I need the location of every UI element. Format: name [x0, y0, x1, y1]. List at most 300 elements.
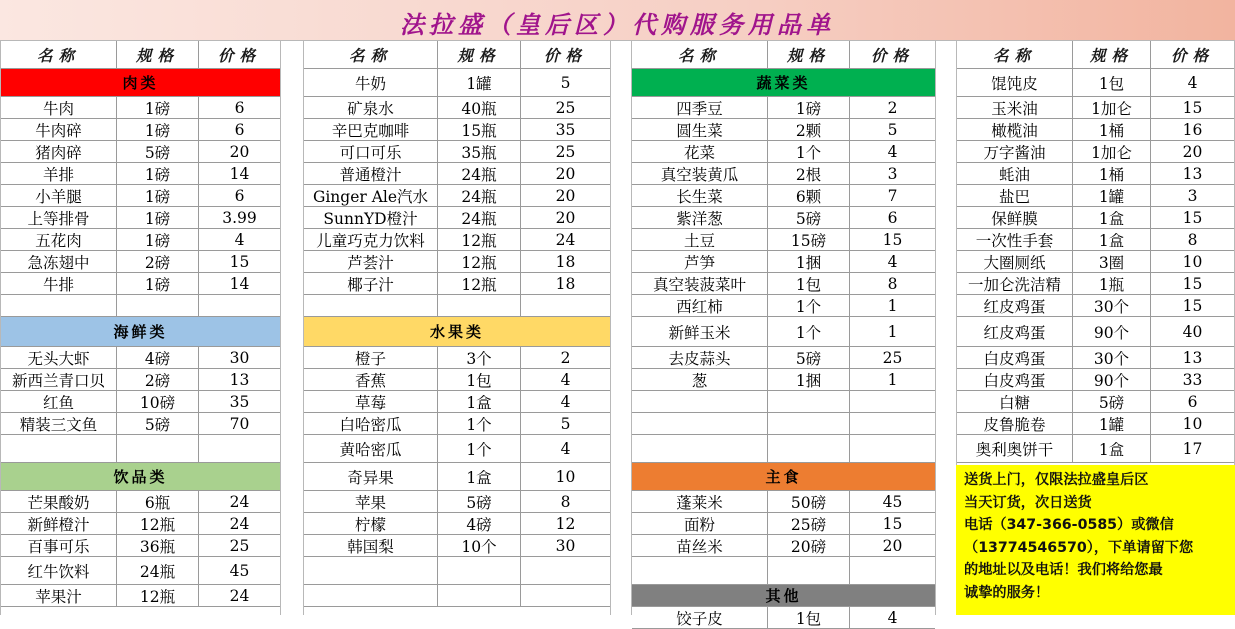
item-price: 5: [849, 119, 935, 140]
item-name: [304, 557, 437, 584]
table-row: [632, 251, 935, 273]
item-name: 面粉: [683, 515, 715, 534]
item-name: 急冻翅中: [27, 253, 90, 272]
item-price: 14: [198, 163, 280, 184]
table-header: [304, 41, 610, 69]
item-name: 百事可乐: [27, 537, 90, 556]
table-row: [957, 347, 1234, 369]
item-price: 3: [849, 163, 935, 184]
item-name: 可口可乐: [339, 143, 402, 162]
item-spec: 12瓶: [437, 273, 520, 294]
item-spec: 1盒: [437, 391, 520, 412]
table-row: [632, 491, 935, 513]
table-row: [1, 557, 280, 585]
notice-line: 的地址以及电话！我们将给您最: [964, 562, 1163, 578]
item-price: 6: [1150, 391, 1234, 412]
page-title-banner: [0, 0, 1235, 41]
item-name: [304, 295, 437, 316]
item-name: 苗丝米: [676, 537, 723, 556]
item-name: 芒果酸奶: [27, 493, 90, 512]
item-spec: 5磅: [437, 491, 520, 512]
item-price: 40: [1150, 317, 1234, 346]
item-spec: 1盒: [1072, 207, 1150, 228]
item-name: [632, 391, 767, 412]
header-spec: 规格: [767, 41, 849, 68]
table-row: [632, 535, 935, 557]
item-name: 橙子: [354, 349, 386, 368]
item-price: 8: [849, 273, 935, 294]
table-row: [1, 163, 280, 185]
table-row: [957, 207, 1234, 229]
item-price: 5: [520, 413, 610, 434]
table-row: [304, 97, 610, 119]
price-table-1: [0, 41, 281, 615]
item-name: 韩国梨: [347, 537, 394, 556]
item-spec: 12瓶: [437, 251, 520, 272]
item-spec: 40瓶: [437, 97, 520, 118]
table-row: [957, 97, 1234, 119]
item-price: 70: [198, 413, 280, 434]
item-name: 圆生菜: [676, 121, 723, 140]
item-name: 新西兰青口贝: [11, 371, 105, 390]
item-name: 一次性手套: [975, 231, 1054, 250]
table-row: [957, 391, 1234, 413]
item-spec: 1捆: [767, 369, 849, 390]
item-price: 30: [520, 535, 610, 556]
item-price: [849, 413, 935, 434]
item-price: 25: [198, 535, 280, 556]
item-price: 15: [849, 229, 935, 250]
table-header: [1, 41, 280, 69]
table-row: [957, 369, 1234, 391]
item-price: 6: [198, 185, 280, 206]
item-spec: 1加仑: [1072, 141, 1150, 162]
table-row: [632, 273, 935, 295]
item-price: 4: [849, 251, 935, 272]
table-row: [632, 369, 935, 391]
item-name: 牛排: [42, 275, 74, 294]
table-row: [304, 207, 610, 229]
table-row: [957, 251, 1234, 273]
header-price: 价格: [849, 41, 935, 68]
item-spec: 15瓶: [437, 119, 520, 140]
item-price: 20: [1150, 141, 1234, 162]
item-name: 牛肉碎: [35, 121, 82, 140]
item-name: 无头大虾: [27, 349, 90, 368]
item-price: 25: [520, 141, 610, 162]
item-price: 45: [198, 557, 280, 584]
item-price: 14: [198, 273, 280, 294]
empty-row: [304, 295, 610, 317]
table-row: [957, 273, 1234, 295]
item-name: 万字酱油: [983, 143, 1046, 162]
item-spec: 35瓶: [437, 141, 520, 162]
item-price: 15: [198, 251, 280, 272]
item-name: 牛肉: [42, 99, 74, 118]
table-row: [632, 207, 935, 229]
notice-line: 诚挚的服务！: [964, 584, 1050, 601]
item-name: [632, 413, 767, 434]
item-spec: 2磅: [116, 251, 198, 272]
item-price: 4: [198, 229, 280, 250]
item-price: 10: [520, 463, 610, 490]
header-spec: 规格: [1072, 41, 1150, 68]
item-name: 西红柿: [676, 297, 723, 316]
item-price: [520, 557, 610, 584]
table-row: [1, 273, 280, 295]
table-row: [957, 413, 1234, 435]
item-spec: 24瓶: [437, 163, 520, 184]
item-name: 花菜: [683, 143, 715, 162]
item-name: 五花肉: [35, 231, 82, 250]
item-price: 18: [520, 273, 610, 294]
item-name: 苹果: [354, 493, 386, 512]
table-row: [304, 229, 610, 251]
table-row: [632, 347, 935, 369]
item-price: 24: [520, 229, 610, 250]
item-spec: [767, 435, 849, 462]
item-price: 17: [1150, 435, 1234, 462]
item-name: 白皮鸡蛋: [983, 349, 1046, 368]
table-row: [1, 207, 280, 229]
item-name: 蚝油: [998, 165, 1030, 184]
item-name: 羊排: [42, 165, 74, 184]
item-price: 4: [520, 369, 610, 390]
item-name: 芦荟汁: [347, 253, 394, 272]
item-spec: 25磅: [767, 513, 849, 534]
category-header: 肉类: [1, 69, 280, 97]
item-spec: 90个: [1072, 369, 1150, 390]
item-name: 紫洋葱: [676, 209, 723, 228]
table-row: [1, 185, 280, 207]
item-price: 15: [1150, 273, 1234, 294]
table-row: [304, 369, 610, 391]
item-name: 一加仑洗洁精: [967, 275, 1061, 294]
item-name: 上等排骨: [27, 209, 90, 228]
table-row: [1, 119, 280, 141]
empty-row: [632, 557, 935, 585]
table-row: [632, 97, 935, 119]
item-price: 24: [198, 513, 280, 534]
item-spec: 1磅: [116, 229, 198, 250]
item-spec: 1罐: [1072, 185, 1150, 206]
notice-line: 送货上门，仅限法拉盛皇后区: [964, 472, 1149, 488]
item-price: 20: [520, 185, 610, 206]
item-name: 白糖: [998, 393, 1030, 412]
item-price: [198, 435, 280, 462]
item-spec: 1盒: [437, 463, 520, 490]
item-spec: 90个: [1072, 317, 1150, 346]
table-row: [1, 491, 280, 513]
item-spec: 1磅: [116, 97, 198, 118]
item-price: 10: [1150, 251, 1234, 272]
table-row: [957, 141, 1234, 163]
item-spec: 30个: [1072, 295, 1150, 316]
table-row: [304, 491, 610, 513]
item-price: [520, 295, 610, 316]
item-spec: 24瓶: [116, 557, 198, 584]
item-price: 15: [1150, 207, 1234, 228]
price-table-2: [303, 41, 611, 615]
item-spec: 1罐: [437, 69, 520, 96]
item-price: 12: [520, 513, 610, 534]
item-name: 精装三文鱼: [19, 415, 98, 434]
table-row: [304, 347, 610, 369]
item-spec: 1个: [437, 435, 520, 462]
item-price: 13: [1150, 163, 1234, 184]
table-row: [304, 251, 610, 273]
item-spec: 3圈: [1072, 251, 1150, 272]
item-name: [632, 557, 767, 584]
header-name: 名称: [992, 46, 1036, 65]
table-row: [1, 535, 280, 557]
item-name: 葱: [691, 371, 708, 390]
empty-row: [1, 295, 280, 317]
table-row: [1, 513, 280, 535]
item-spec: 24瓶: [437, 185, 520, 206]
item-price: 25: [849, 347, 935, 368]
notice-line: 电话（347-366-0585）或微信: [964, 517, 1174, 533]
item-price: 6: [849, 207, 935, 228]
item-price: 24: [198, 585, 280, 606]
item-price: 3.99: [198, 207, 280, 228]
item-name: 保鲜膜: [991, 209, 1038, 228]
item-name: 去皮蒜头: [668, 349, 731, 368]
item-name: 苹果汁: [35, 587, 82, 606]
item-spec: [767, 413, 849, 434]
item-price: 4: [1150, 69, 1234, 96]
item-spec: [437, 585, 520, 606]
item-name: 儿童巧克力饮料: [316, 231, 425, 250]
table-row: [304, 163, 610, 185]
item-spec: 2颗: [767, 119, 849, 140]
item-name: 蓬莱米: [676, 493, 723, 512]
table-row: [304, 513, 610, 535]
item-price: 15: [1150, 97, 1234, 118]
table-row: [632, 141, 935, 163]
table-row: [1, 141, 280, 163]
empty-row: [632, 413, 935, 435]
item-name: 饺子皮: [676, 609, 723, 628]
item-price: 6: [198, 119, 280, 140]
item-price: 20: [849, 535, 935, 556]
item-name: 红皮鸡蛋: [983, 323, 1046, 342]
table-row: [632, 607, 935, 629]
item-spec: 4磅: [437, 513, 520, 534]
empty-row: [632, 391, 935, 413]
item-spec: 1磅: [767, 97, 849, 118]
table-row: [304, 535, 610, 557]
item-name: [1, 435, 116, 462]
item-price: 20: [198, 141, 280, 162]
item-name: 新鲜玉米: [668, 323, 731, 342]
item-spec: 12瓶: [116, 513, 198, 534]
table-row: [304, 185, 610, 207]
table-row: [1, 391, 280, 413]
item-name: 红鱼: [42, 393, 74, 412]
item-name: 辛巴克咖啡: [331, 121, 410, 140]
item-price: 4: [520, 391, 610, 412]
item-price: [849, 557, 935, 584]
category-header: 海鲜类: [1, 317, 280, 347]
item-name: 牛奶: [354, 74, 386, 93]
item-name: 香蕉: [354, 371, 386, 390]
item-price: 1: [849, 295, 935, 316]
item-name: 新鲜橙汁: [27, 515, 90, 534]
item-spec: 1桶: [1072, 163, 1150, 184]
item-name: 橄榄油: [991, 121, 1038, 140]
item-spec: 1个: [767, 317, 849, 346]
header-price: 价格: [1150, 41, 1234, 68]
item-spec: 15磅: [767, 229, 849, 250]
empty-row: [1, 435, 280, 463]
header-name: 名称: [348, 46, 392, 65]
header-price: 价格: [520, 41, 610, 68]
item-spec: 10磅: [116, 391, 198, 412]
table-row: [1, 585, 280, 607]
table-row: [304, 141, 610, 163]
item-spec: [437, 557, 520, 584]
item-name: 红牛饮料: [27, 562, 90, 581]
table-row: [632, 185, 935, 207]
table-row: [632, 317, 935, 347]
item-price: 35: [520, 119, 610, 140]
item-price: 13: [198, 369, 280, 390]
item-price: [849, 435, 935, 462]
table-row: [632, 295, 935, 317]
item-spec: 24瓶: [437, 207, 520, 228]
item-spec: 1捆: [767, 251, 849, 272]
item-name: 猪肉碎: [35, 143, 82, 162]
item-spec: [767, 557, 849, 584]
item-price: 8: [520, 491, 610, 512]
item-spec: 5磅: [116, 141, 198, 162]
item-spec: 2磅: [116, 369, 198, 390]
item-name: 红皮鸡蛋: [983, 297, 1046, 316]
item-name: 真空装黄瓜: [660, 165, 739, 184]
item-price: 2: [520, 347, 610, 368]
item-spec: 3个: [437, 347, 520, 368]
empty-row: [304, 585, 610, 607]
item-price: 45: [849, 491, 935, 512]
category-header: 饮品类: [1, 463, 280, 491]
item-price: 4: [849, 607, 935, 628]
table-row: [957, 185, 1234, 207]
table-row: [304, 463, 610, 491]
table-row: [957, 295, 1234, 317]
item-spec: 1瓶: [1072, 273, 1150, 294]
item-name: 芦笋: [683, 253, 715, 272]
item-price: 30: [198, 347, 280, 368]
item-price: 15: [1150, 295, 1234, 316]
item-spec: 1罐: [1072, 413, 1150, 434]
item-spec: 6颗: [767, 185, 849, 206]
notice-line: 当天订货，次日送货: [964, 494, 1092, 511]
item-name: SunnYD橙汁: [323, 209, 418, 228]
item-spec: 1包: [1072, 69, 1150, 96]
table-row: [957, 163, 1234, 185]
table-header: [632, 41, 935, 69]
item-price: 1: [849, 369, 935, 390]
header-price: 价格: [198, 41, 280, 68]
item-price: 7: [849, 185, 935, 206]
table-row: [632, 163, 935, 185]
table-row: [957, 317, 1234, 347]
item-price: [198, 295, 280, 316]
table-row: [1, 97, 280, 119]
item-spec: [116, 295, 198, 316]
item-name: [632, 435, 767, 462]
item-spec: 1磅: [116, 273, 198, 294]
item-price: 3: [1150, 185, 1234, 206]
item-price: 8: [1150, 229, 1234, 250]
item-price: 18: [520, 251, 610, 272]
item-price: 20: [520, 163, 610, 184]
table-row: [304, 273, 610, 295]
category-header: 水果类: [304, 317, 610, 347]
category-header: 主食: [632, 463, 935, 491]
item-price: 33: [1150, 369, 1234, 390]
item-price: 20: [520, 207, 610, 228]
item-price: 10: [1150, 413, 1234, 434]
header-name: 名称: [36, 46, 80, 65]
item-name: 皮鲁脆卷: [983, 415, 1046, 434]
item-name: 白哈密瓜: [339, 415, 402, 434]
item-spec: 1桶: [1072, 119, 1150, 140]
item-price: 1: [849, 317, 935, 346]
table-row: [304, 69, 610, 97]
item-spec: 5磅: [116, 413, 198, 434]
item-price: 25: [520, 97, 610, 118]
item-price: 13: [1150, 347, 1234, 368]
category-header: 其他: [632, 585, 935, 607]
item-price: 15: [849, 513, 935, 534]
item-name: [304, 585, 437, 606]
item-name: [1, 295, 116, 316]
item-name: 土豆: [683, 231, 715, 250]
table-row: [1, 251, 280, 273]
item-spec: 20磅: [767, 535, 849, 556]
notice-line: （13774546570），下单请留下您: [964, 539, 1194, 556]
item-price: [520, 585, 610, 606]
item-spec: [437, 295, 520, 316]
item-name: 矿泉水: [347, 99, 394, 118]
item-spec: 1磅: [116, 185, 198, 206]
item-name: 草莓: [354, 393, 386, 412]
item-name: 盐巴: [998, 187, 1030, 206]
item-spec: 1个: [767, 141, 849, 162]
item-price: 5: [520, 69, 610, 96]
item-price: 4: [849, 141, 935, 162]
item-name: 真空装菠菜叶: [652, 275, 746, 294]
item-spec: 10个: [437, 535, 520, 556]
item-spec: 1个: [767, 295, 849, 316]
item-name: 黄哈密瓜: [339, 440, 402, 459]
table-row: [304, 435, 610, 463]
item-spec: 5磅: [1072, 391, 1150, 412]
table-row: [632, 229, 935, 251]
price-table-3: [631, 41, 936, 628]
item-price: [849, 391, 935, 412]
item-spec: [116, 435, 198, 462]
item-spec: 1盒: [1072, 229, 1150, 250]
item-name: 馄饨皮: [991, 74, 1038, 93]
item-name: 椰子汁: [347, 275, 394, 294]
empty-row: [632, 435, 935, 463]
item-name: 奥利奥饼干: [975, 440, 1054, 459]
item-price: 24: [198, 491, 280, 512]
table-row: [957, 229, 1234, 251]
